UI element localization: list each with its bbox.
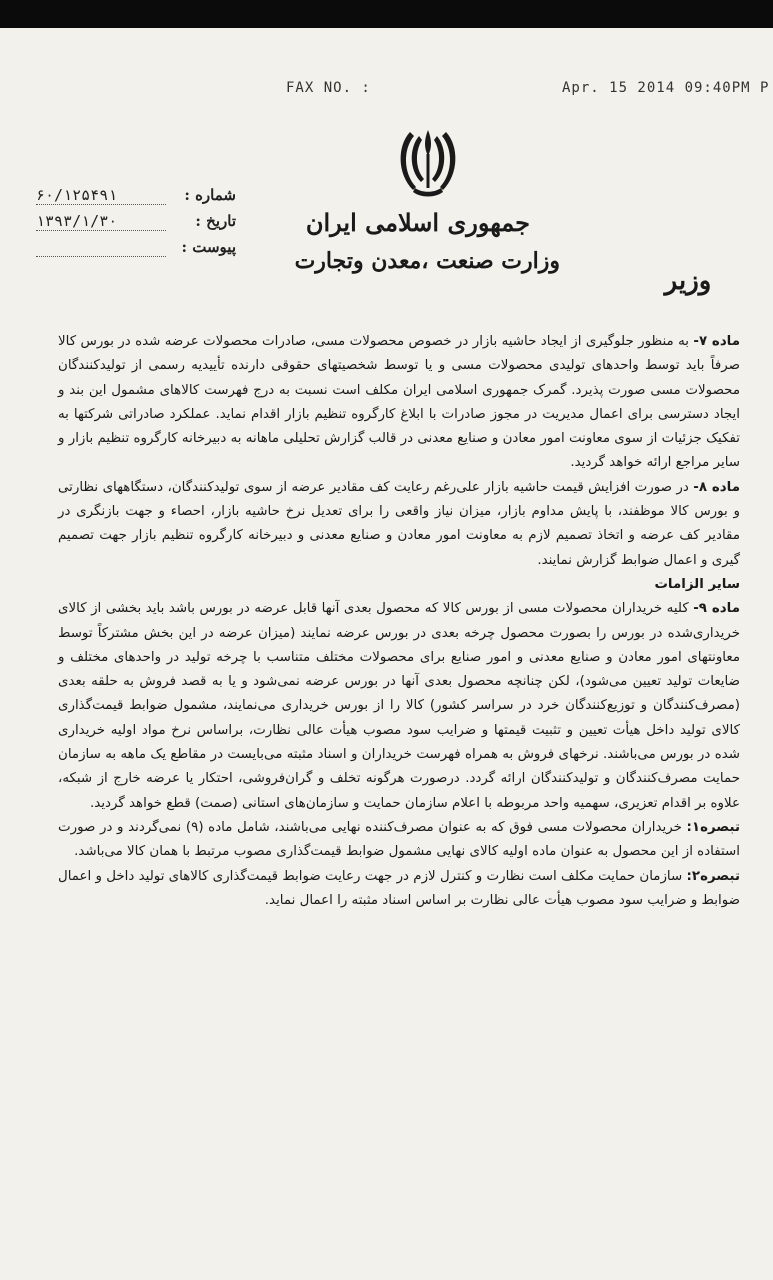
article-8-text: در صورت افزایش قیمت حاشیه بازار علی‌رغم رعایت کف مقادیر عرضه از سوی تولیدکنندگان، دستگاههای نظارتی و بورس کالا موظفند، با پایش مداوم بازار، میزان نیاز واقعی را برای تعدیل نرخ حاشیه بازار، احصاء و جهت بازنگری در مقادیر کف عرضه و اتخاذ تصمیم لازم به معاونت امور معادن و صنایع معدنی و دبیرخانه کارگروه تنظیم بازار جهت تصمیم گیری و اعمال ضوابط گزارش نمایند. xyxy=(58,479,740,568)
document-page xyxy=(0,28,773,1280)
ministry-title: وزارت صنعت ،معدن وتجارت xyxy=(294,248,560,274)
letter-attachment-row xyxy=(36,238,236,264)
section-title: سایر الزامات xyxy=(654,576,740,592)
republic-title: جمهوری اسلامی ایران xyxy=(305,208,530,237)
note-1-text: خریداران محصولات مسی فوق که به عنوان مصرف‌کننده نهایی می‌باشند، شامل ماده (۹) نمی‌گردند و در صورت استفاده از این محصول به عنوان ماده اولیه کالای نهایی مشمول ضوابط قیمت‌گذاری مصوب مرتبط با همان کالا می‌باشد. xyxy=(58,819,740,860)
note-2-label: تبصره۲: xyxy=(686,868,740,884)
iran-emblem-icon xyxy=(397,126,459,202)
letter-date-row xyxy=(36,212,236,238)
letter-date-label: تاریخ : xyxy=(195,212,236,230)
article-8-label: ماده ۸- xyxy=(693,479,740,495)
letter-meta xyxy=(36,186,236,264)
article-7 xyxy=(58,330,740,476)
document-body xyxy=(58,330,740,913)
note-1-label: تبصره۱: xyxy=(686,819,740,835)
letter-attachment-label: پیوست : xyxy=(181,238,236,256)
letter-date-value: ۱۳۹۳/۱/۳۰ xyxy=(36,212,166,231)
minister-title: وزیر xyxy=(664,266,712,296)
article-9 xyxy=(58,597,740,816)
article-8 xyxy=(58,476,740,573)
article-9-label: ماده ۹- xyxy=(693,601,740,617)
letter-number-row xyxy=(36,186,236,212)
note-1 xyxy=(58,816,740,865)
note-2 xyxy=(58,865,740,914)
article-7-label: ماده ۷- xyxy=(693,334,741,349)
article-9-text: کلیه خریداران محصولات مسی از بورس کالا که محصول بعدی آنها قابل عرضه در بورس باشد باید بخشی از کالای خریداری‌شده در بورس را بصورت محصول چرخه بعدی در بورس عرضه نمایند (میزان عرضه در این بخش مشترکاً توسط معاونتهای امور معادن و صنایع معدنی و امور صنایع برای محصولات مختلف متناسب با چرخه تولید در واحدهای مختلف و ضایعات تولید تعیین می‌شود)، لکن چنانچه محصول بعدی آنها در بورس عرضه نمی‌شود و یا به قصد فروش به حلقه بعدی (مصرف‌کنندگان و توزیع‌کنندگان خرد در سراسر کشور) کالا را از بورس خریداری می‌نمایند، مشمول ضوابط قیمت‌گذاری کالای تولید داخل هیأت تعیین و تثبیت قیمتها و ضرایب سود مصوب هیأت عالی نظارت، براساس نرخ مواد اولیه خریداری شده در بورس می‌باشند. نرخهای فروش به همراه فهرست خریداران و اسناد مثبته می‌بایست در مقاطع یک ماهه به سازمان حمایت مصرف‌کنندگان و تولیدکنندگان ارائه گردد. درصورت هرگونه تخلف و گران‌فروشی، احتکار یا عرضه خارج از شبکه، علاوه بر اقدام تعزیری، سهمیه واحد مربوطه با اعلام سازمان حمایت و سازمان‌های استانی (صمت) قطع خواهد گردید. xyxy=(58,601,740,811)
top-bar xyxy=(0,0,773,28)
letter-number-label: شماره : xyxy=(184,186,236,204)
note-2-text: سازمان حمایت مکلف است نظارت و کنترل لازم در جهت رعایت ضوابط قیمت‌گذاری کالاهای تولید داخل و اعمال ضوابط و ضرایب سود مصوب هیأت عالی نظارت بر اساس اسناد مثبته را اعمال نماید. xyxy=(58,868,740,908)
article-7-text: به منظور جلوگیری از ایجاد حاشیه بازار در خصوص محصولات مسی، صادرات محصولات عرضه شده در بورس کالا صرفاً باید توسط واحدهای تولیدی محصولات مسی و یا توسط شخصیتهای حقوقی دارنده تأییدیه رسمی از تولیدکنندگان محصولات مسی صورت پذیرد. گمرک جمهوری اسلامی ایران مکلف است نسبت به درج فهرست کالاهای مشمول این بند و ایجاد دسترسی برای اعمال مدیریت در مجوز صادرات با ابلاغ کارگروه تنظیم بازار اقدام نماید. عملکرد صادراتی شرکتها به تفکیک جزئیات از سوی معاونت امور معادن و صنایع معدنی در قالب گزارش تحلیلی ماهانه به دبیرخانه کارگروه تنظیم بازار و سایر مراجع ارائه خواهد گردید. xyxy=(58,334,740,471)
fax-date: Apr. 15 2014 09:40PM P xyxy=(562,80,770,96)
fax-number: FAX NO. : xyxy=(286,80,371,96)
letter-number-value: ۶۰/۱۲۵۴۹۱ xyxy=(36,186,166,205)
letter-attachment-value xyxy=(36,238,166,257)
